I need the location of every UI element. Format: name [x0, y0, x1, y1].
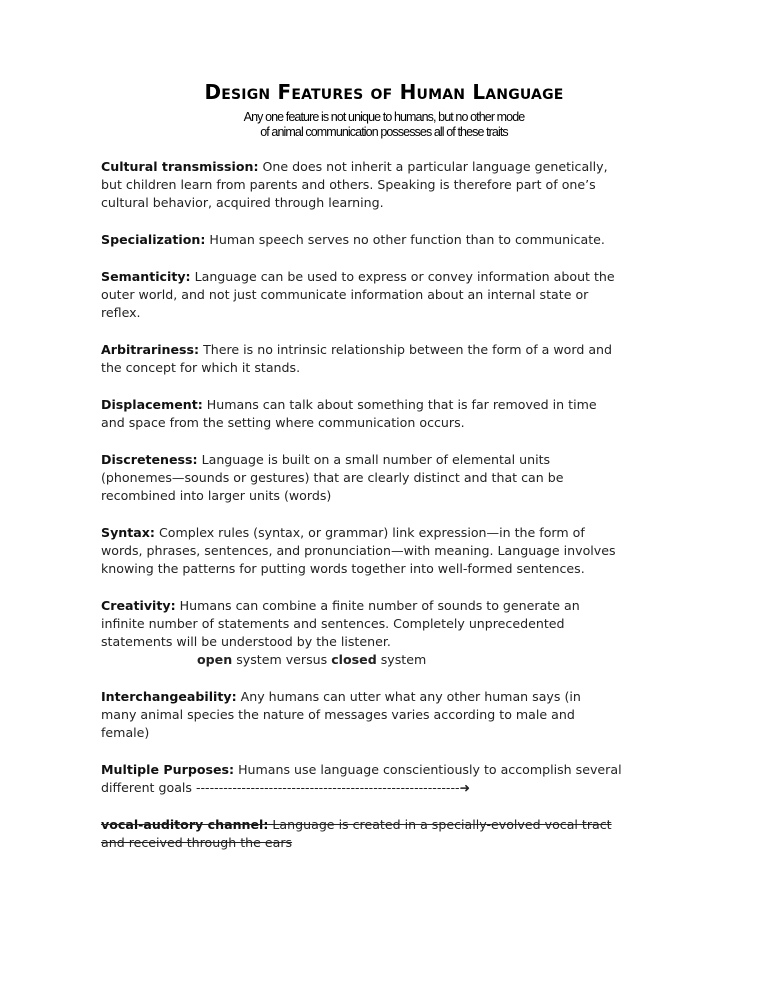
feature-line [101, 194, 701, 212]
subtitle-line: Any one feature is not unique to humans, but no other mode [243, 110, 525, 124]
feature-line [101, 633, 701, 651]
feature-line [101, 359, 701, 377]
feature-paragraph [101, 341, 701, 377]
feature-term: Displacement: [101, 397, 203, 412]
feature-paragraph [101, 451, 701, 505]
feature-line [101, 414, 701, 432]
feature-term: Syntax: [101, 525, 155, 540]
feature-text: female) [101, 725, 150, 740]
subtitle-line: of animal communication possesses all of these traits [260, 125, 508, 139]
feature-line [101, 396, 701, 414]
feature-line [101, 706, 701, 724]
feature-text: recombined into larger units (words) [101, 488, 332, 503]
feature-line [101, 761, 701, 779]
feature-text: (phonemes—sounds or gestures) that are clearly distinct and that can be [101, 470, 564, 485]
feature-paragraph [101, 268, 701, 322]
feature-paragraph [101, 231, 701, 249]
feature-line [101, 597, 701, 615]
feature-line [101, 688, 701, 706]
feature-paragraph [101, 396, 701, 432]
feature-term: Semanticity: [101, 269, 191, 284]
feature-line [101, 487, 701, 505]
note-mid: system versus [232, 652, 332, 667]
feature-text: and space from the setting where communication occurs. [101, 415, 465, 430]
feature-text: but children learn from parents and others. Speaking is therefore part of one’s [101, 177, 596, 192]
feature-term: Discreteness: [101, 452, 198, 467]
feature-text: reflex. [101, 305, 141, 320]
feature-line [101, 524, 701, 542]
document-subtitle [0, 110, 768, 140]
feature-text: Language is built on a small number of elemental units [197, 452, 551, 467]
feature-text: One does not inherit a particular language genetically, [258, 159, 608, 174]
feature-line [101, 560, 701, 578]
feature-paragraph [101, 761, 701, 797]
feature-text: statements will be understood by the listener. [101, 634, 391, 649]
feature-line [101, 615, 701, 633]
feature-text: Humans can combine a finite number of sounds to generate an [175, 598, 580, 613]
feature-paragraph [101, 816, 701, 852]
feature-line [101, 341, 701, 359]
feature-text: different goals ----------------------------------------------------------➜ [101, 780, 471, 795]
feature-line [101, 451, 701, 469]
feature-text: There is no intrinsic relationship between the form of a word and [199, 342, 613, 357]
feature-text: Any humans can utter what any other human says (in [236, 689, 581, 704]
note-end: system [376, 652, 427, 667]
feature-line [101, 158, 701, 176]
feature-line [101, 779, 701, 797]
feature-text: the concept for which it stands. [101, 360, 301, 375]
feature-term: Multiple Purposes: [101, 762, 235, 777]
feature-line [101, 268, 701, 286]
open-closed-note [101, 651, 701, 669]
feature-term: Arbitrariness: [101, 342, 200, 357]
feature-term: Interchangeability: [101, 689, 237, 704]
feature-text: Language is created in a specially-evolved vocal tract [268, 817, 612, 832]
feature-term: Cultural transmission: [101, 159, 259, 174]
feature-text: and received through the ears [101, 835, 293, 850]
feature-paragraph [101, 524, 701, 578]
note-closed: closed [331, 652, 377, 667]
feature-paragraph [101, 688, 701, 742]
feature-text: Human speech serves no other function than to communicate. [205, 232, 605, 247]
feature-text: infinite number of statements and sentences. Completely unprecedented [101, 616, 565, 631]
feature-text: Language can be used to express or convey information about the [190, 269, 615, 284]
feature-text: Humans use language conscientiously to accomplish several [234, 762, 622, 777]
feature-paragraph [101, 158, 701, 212]
feature-line [101, 469, 701, 487]
feature-line [101, 542, 701, 560]
feature-line [101, 286, 701, 304]
feature-line [101, 176, 701, 194]
feature-text: cultural behavior, acquired through learning. [101, 195, 384, 210]
feature-text: words, phrases, sentences, and pronunciation—with meaning. Language involves [101, 543, 616, 558]
feature-term: vocal-auditory channel: [101, 817, 269, 832]
feature-term: Specialization: [101, 232, 206, 247]
feature-text: knowing the patterns for putting words together into well-formed sentences. [101, 561, 585, 576]
feature-line [101, 834, 701, 852]
feature-line [101, 231, 701, 249]
feature-line [101, 304, 701, 322]
feature-line [101, 816, 701, 834]
feature-term: Creativity: [101, 598, 176, 613]
feature-text: many animal species the nature of messages varies according to male and [101, 707, 575, 722]
feature-text: Humans can talk about something that is far removed in time [202, 397, 597, 412]
note-open: open [197, 652, 233, 667]
feature-list [101, 158, 701, 871]
feature-text: outer world, and not just communicate information about an internal state or [101, 287, 589, 302]
feature-line [101, 724, 701, 742]
feature-paragraph [101, 597, 701, 669]
document-title: Design Features of Human Language [204, 80, 564, 104]
feature-text: Complex rules (syntax, or grammar) link expression—in the form of [154, 525, 585, 540]
